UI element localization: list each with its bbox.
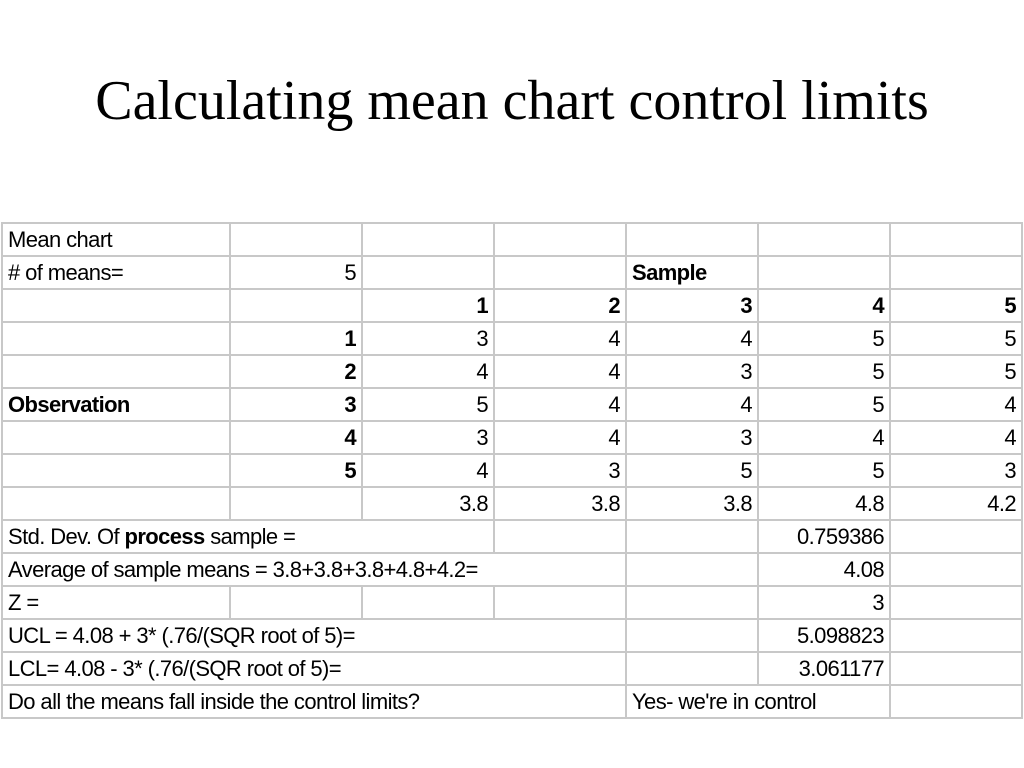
spreadsheet-table — [1, 222, 1023, 719]
question-label: Do all the means fall inside the control limits? — [2, 685, 626, 718]
table-row — [2, 652, 1022, 685]
observation-value: 4 — [626, 322, 758, 355]
observation-index: 3 — [230, 388, 362, 421]
table-row — [2, 421, 1022, 454]
observation-value: 3 — [626, 355, 758, 388]
table-row — [2, 289, 1022, 322]
sample-mean: 4.2 — [890, 487, 1022, 520]
table-row — [2, 256, 1022, 289]
table-row — [2, 388, 1022, 421]
table-row — [2, 619, 1022, 652]
observation-value: 3 — [626, 421, 758, 454]
sample-number: 2 — [494, 289, 626, 322]
z-value: 3 — [758, 586, 890, 619]
mean-chart-label: Mean chart — [2, 223, 230, 256]
observation-index: 5 — [230, 454, 362, 487]
observation-value: 4 — [362, 355, 494, 388]
sample-number: 3 — [626, 289, 758, 322]
table-row — [2, 322, 1022, 355]
observation-value: 3 — [494, 454, 626, 487]
table-row — [2, 553, 1022, 586]
sample-mean: 4.8 — [758, 487, 890, 520]
sample-number: 4 — [758, 289, 890, 322]
observation-value: 4 — [494, 421, 626, 454]
observation-value: 4 — [758, 421, 890, 454]
observation-value: 5 — [758, 388, 890, 421]
observation-value: 3 — [362, 322, 494, 355]
slide-title: Calculating mean chart control limits — [95, 70, 929, 132]
observation-value: 4 — [494, 388, 626, 421]
observation-value: 5 — [362, 388, 494, 421]
sample-number: 5 — [890, 289, 1022, 322]
table-row — [2, 355, 1022, 388]
table-row — [2, 685, 1022, 718]
observation-value: 4 — [626, 388, 758, 421]
observation-value: 4 — [494, 322, 626, 355]
z-label: Z = — [2, 586, 230, 619]
std-dev-value: 0.759386 — [758, 520, 890, 553]
table-row — [2, 487, 1022, 520]
observation-value: 4 — [362, 454, 494, 487]
observation-value: 3 — [362, 421, 494, 454]
num-means-label: # of means= — [2, 256, 230, 289]
observation-value: 5 — [758, 355, 890, 388]
observation-value: 3 — [890, 454, 1022, 487]
sample-mean: 3.8 — [494, 487, 626, 520]
average-value: 4.08 — [758, 553, 890, 586]
average-label: Average of sample means = 3.8+3.8+3.8+4.8+4.2= — [2, 553, 626, 586]
observation-label: Observation — [2, 388, 230, 421]
table-row — [2, 454, 1022, 487]
num-means-value: 5 — [230, 256, 362, 289]
observation-index: 2 — [230, 355, 362, 388]
ucl-value: 5.098823 — [758, 619, 890, 652]
observation-value: 5 — [890, 322, 1022, 355]
lcl-value: 3.061177 — [758, 652, 890, 685]
observation-index: 4 — [230, 421, 362, 454]
sample-label: Sample — [626, 256, 758, 289]
table-row — [2, 520, 1022, 553]
question-answer: Yes- we're in control — [626, 685, 890, 718]
lcl-label: LCL= 4.08 - 3* (.76/(SQR root of 5)= — [2, 652, 626, 685]
observation-value: 5 — [758, 322, 890, 355]
table-row — [2, 586, 1022, 619]
std-dev-label: Std. Dev. Of process sample = — [2, 520, 494, 553]
sample-mean: 3.8 — [362, 487, 494, 520]
observation-value: 4 — [494, 355, 626, 388]
observation-value: 5 — [626, 454, 758, 487]
observation-index: 1 — [230, 322, 362, 355]
observation-value: 4 — [890, 388, 1022, 421]
observation-value: 5 — [890, 355, 1022, 388]
table-row — [2, 223, 1022, 256]
sample-number: 1 — [362, 289, 494, 322]
ucl-label: UCL = 4.08 + 3* (.76/(SQR root of 5)= — [2, 619, 626, 652]
observation-value: 5 — [758, 454, 890, 487]
observation-value: 4 — [890, 421, 1022, 454]
sample-mean: 3.8 — [626, 487, 758, 520]
